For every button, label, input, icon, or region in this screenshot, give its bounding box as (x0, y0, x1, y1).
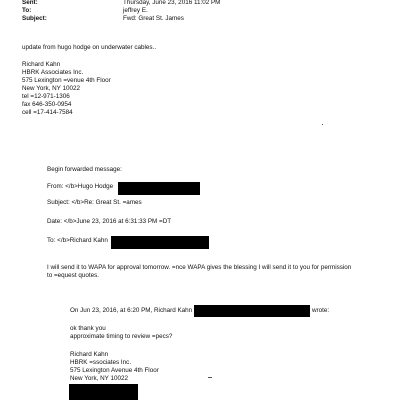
signature-line: cell =17-414-7584 (22, 109, 73, 116)
scan-speck (322, 124, 323, 125)
forwarded-begin: Begin forwarded message: (47, 166, 122, 173)
signature-line: Richard Kahn (22, 61, 61, 68)
forwarded-subject: Subject: </b>Re: Great St. =ames (47, 199, 142, 206)
redaction-bar (194, 305, 310, 317)
signature-line: 575 Lexington =venue 4th Floor (22, 77, 111, 84)
redaction-bar (69, 384, 138, 400)
sent-label: Sent: (22, 0, 38, 6)
quoted-header: On Jun 23, 2016, at 6:20 PM, Richard Kahn (70, 307, 193, 314)
forwarded-to: To: </b>Richard Kahn (47, 237, 108, 244)
scan-speck (208, 377, 212, 378)
signature-line: 575 Lexington Avenue 4th Floor (70, 367, 159, 374)
subject-value: Fwd: Great St. James (123, 15, 184, 22)
to-value: jeffrey E. (123, 7, 148, 14)
redaction-bar (111, 236, 209, 249)
forwarded-date: Date: </b>June 23, 2016 at 6:31:33 PM =DT (47, 218, 172, 225)
quoted-line: approximate timing to review =pecs? (70, 333, 173, 340)
forwarded-message-line: I will send it to WAPA for approval tomorrow. =nce WAPA gives the blessing I will send it to you for permission (47, 264, 352, 271)
to-label: To: (22, 7, 32, 14)
intro-text: update from hugo hodge on underwater cables.. (22, 44, 157, 51)
sent-value: Thursday, June 23, 2016 11:02 PM (123, 0, 221, 6)
forwarded-message-line: to =equest quotes. (47, 272, 99, 279)
signature-line: New York, NY 10022 (70, 375, 128, 382)
signature-line: Richard Kahn (70, 351, 109, 358)
signature-line: HBRK =ssociates Inc. (70, 359, 132, 366)
quoted-header-wrote: wrote: (312, 307, 330, 314)
redaction-bar (118, 182, 200, 195)
signature-line: HBRK Associates Inc. (22, 69, 84, 76)
forwarded-from: From: </b>Hugo Hodge (47, 183, 114, 190)
quoted-line: ok thank you (70, 325, 106, 332)
signature-line: New York, NY 10022 (22, 85, 80, 92)
signature-line: tel =12-971-1306 (22, 93, 70, 100)
subject-label: Subject: (22, 15, 47, 22)
signature-line: fax 646-350-0954 (22, 101, 72, 108)
